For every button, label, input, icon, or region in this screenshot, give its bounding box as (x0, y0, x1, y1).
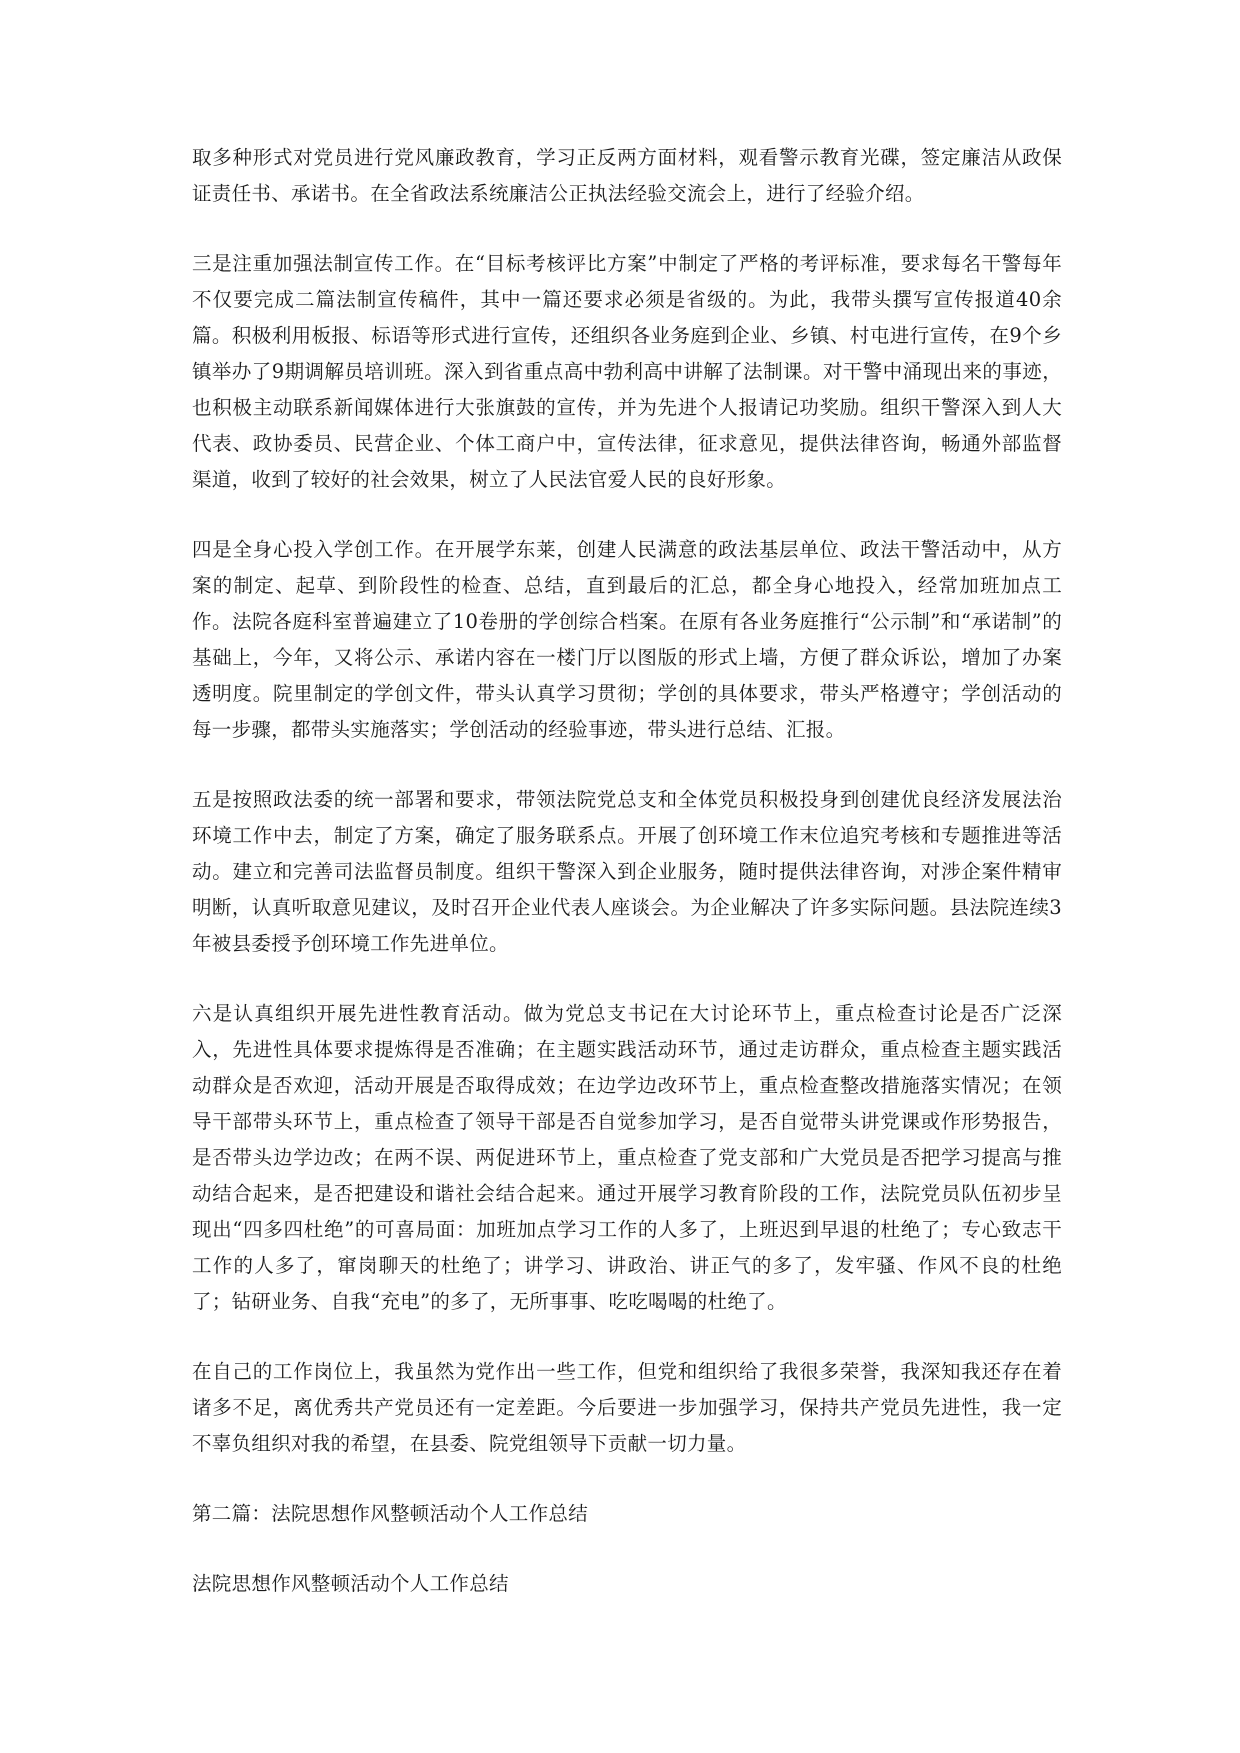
paragraph-party-education: 取多种形式对党员进行党风廉政教育，学习正反两方面材料，观看警示教育光碟，签定廉洁从政保证责任书、承诺书。在全省政法系统廉洁公正执法经验交流会上，进行了经验介绍。 (192, 146, 1062, 205)
document-page (192, 140, 1062, 1636)
paragraph-legal-publicity: 三是注重加强法制宣传工作。在“目标考核评比方案”中制定了严格的考评标准，要求每名干警每年不仅要完成二篇法制宣传稿件，其中一篇还要求必须是省级的。为此，我带头撰写宣传报道40余篇。积极利用板报、标语等形式进行宣传，还组织各业务庭到企业、乡镇、村屯进行宣传，在9个乡镇举办了9期调解员培训班。深入到省重点高中勃利高中讲解了法制课。对干警中涌现出来的事迹，也积极主动联系新闻媒体进行大张旗鼓的宣传，并为先进个人报请记功奖励。组织干警深入到人大代表、政协委员、民营企业、个体工商户中，宣传法律，征求意见，提供法律咨询，畅通外部监督渠道，收到了较好的社会效果，树立了人民法官爱人民的良好形象。 (192, 252, 1062, 491)
paragraph-environment-work: 五是按照政法委的统一部署和要求，带领法院党总支和全体党员积极投身到创建优良经济发展法治环境工作中去，制定了方案，确定了服务联系点。开展了创环境工作末位追究考核和专题推进等活动。建立和完善司法监督员制度。组织干警深入到企业服务，随时提供法律咨询，对涉企案件精审明断，认真听取意见建议，及时召开企业代表人座谈会。为企业解决了许多实际问题。县法院连续3年被县委授予创环境工作先进单位。 (192, 788, 1062, 955)
paragraph-conclusion: 在自己的工作岗位上，我虽然为党作出一些工作，但党和组织给了我很多荣誉，我深知我还存在着诸多不足，离优秀共产党员还有一定差距。今后要进一步加强学习，保持共产党员先进性，我一定不辜负组织对我的希望，在县委、院党组领导下贡献一切力量。 (192, 1360, 1062, 1455)
document-title: 法院思想作风整顿活动个人工作总结 (192, 1572, 509, 1595)
paragraph-advanced-education: 六是认真组织开展先进性教育活动。做为党总支书记在大讨论环节上，重点检查讨论是否广泛深入，先进性具体要求提炼得是否准确；在主题实践活动环节，通过走访群众，重点检查主题实践活动群众是否欢迎，活动开展是否取得成效；在边学边改环节上，重点检查整改措施落实情况；在领导干部带头环节上，重点检查了领导干部是否自觉参加学习，是否自觉带头讲党课或作形势报告，是否带头边学边改；在两不误、两促进环节上，重点检查了党支部和广大党员是否把学习提高与推动结合起来，是否把建设和谐社会结合起来。通过开展学习教育阶段的工作，法院党员队伍初步呈现出“四多四杜绝”的可喜局面：加班加点学习工作的人多了，上班迟到早退的杜绝了；专心致志干工作的人多了，窜岗聊天的杜绝了；讲学习、讲政治、讲正气的多了，发牢骚、作风不良的杜绝了；钻研业务、自我“充电”的多了，无所事事、吃吃喝喝的杜绝了。 (192, 1002, 1062, 1313)
part-two-heading: 第二篇：法院思想作风整顿活动个人工作总结 (192, 1502, 589, 1525)
paragraph-learning-creation: 四是全身心投入学创工作。在开展学东莱，创建人民满意的政法基层单位、政法干警活动中，从方案的制定、起草、到阶段性的检查、总结，直到最后的汇总，都全身心地投入，经常加班加点工作。法院各庭科室普遍建立了10卷册的学创综合档案。在原有各业务庭推行“公示制”和“承诺制”的基础上，今年，又将公示、承诺内容在一楼门厅以图版的形式上墙，方便了群众诉讼，增加了办案透明度。院里制定的学创文件，带头认真学习贯彻；学创的具体要求，带头严格遵守；学创活动的每一步骤，都带头实施落实；学创活动的经验事迹，带头进行总结、汇报。 (192, 538, 1062, 741)
